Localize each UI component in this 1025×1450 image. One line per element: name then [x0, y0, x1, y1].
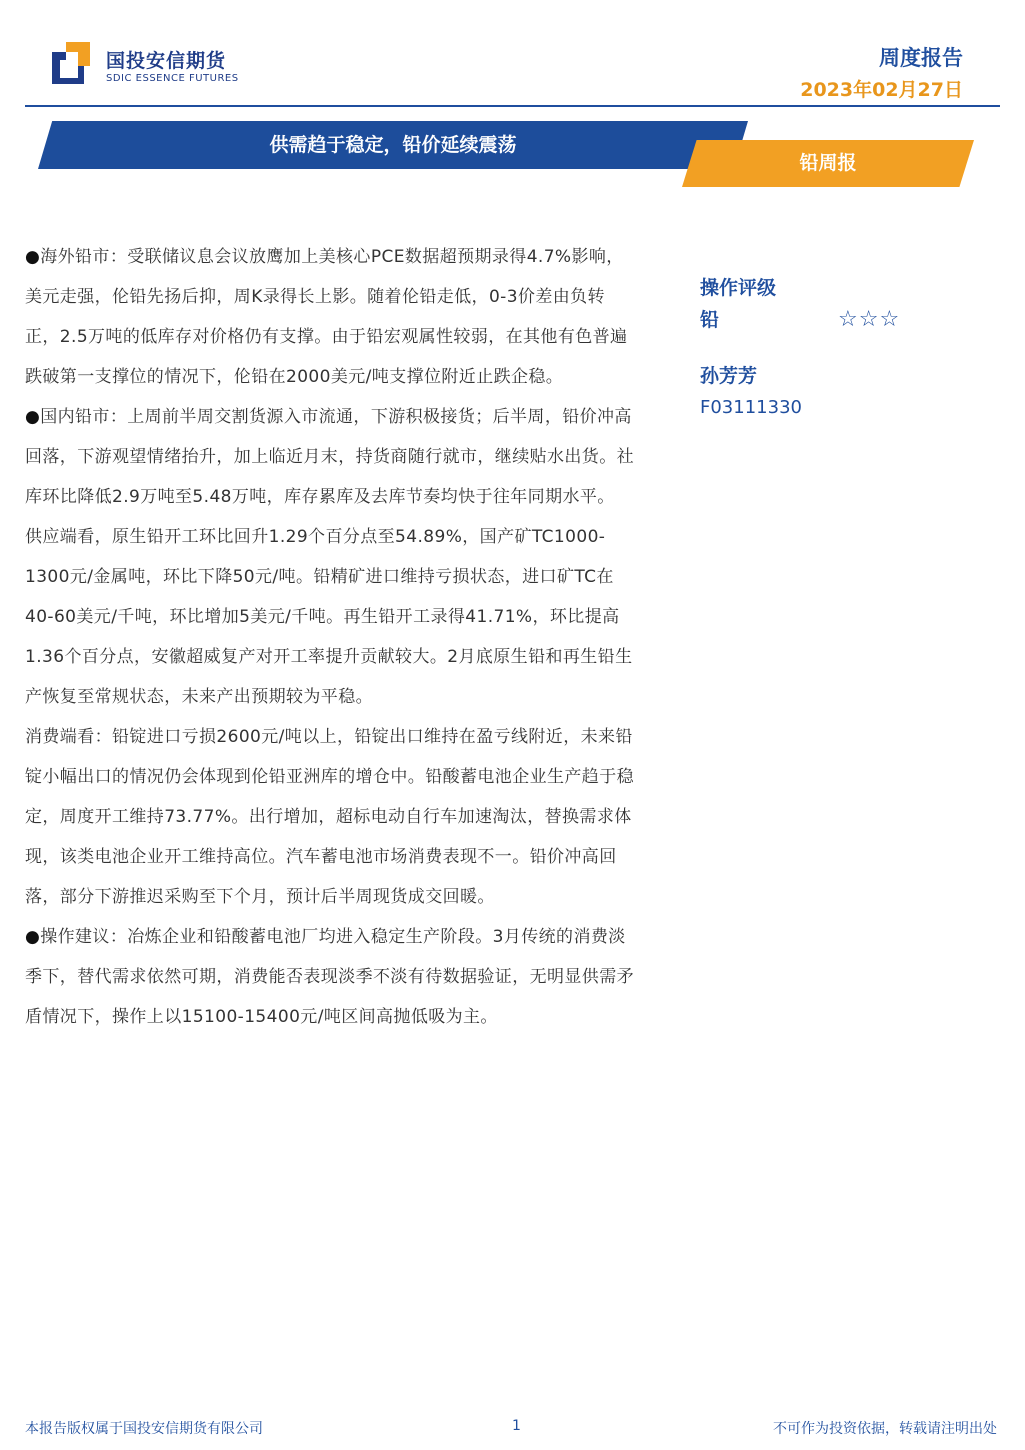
paragraph-supply: [25, 517, 637, 717]
rating-label: 操作评级: [700, 277, 777, 299]
report-date: 2023年02月27日: [800, 79, 963, 101]
report-category: 铅周报: [799, 152, 857, 174]
logo-icon: [52, 42, 96, 86]
logo-english-name: SDIC ESSENCE FUTURES: [106, 73, 239, 84]
footer-copyright: 本报告版权属于国投安信期货有限公司: [25, 1421, 263, 1437]
report-body: [25, 237, 637, 1037]
sidebar: [700, 272, 930, 424]
paragraph-consumption: [25, 717, 637, 917]
report-title: 供需趋于稳定，铅价延续震荡: [269, 134, 517, 156]
report-type: 周度报告: [879, 46, 963, 70]
paragraph-text: 国内铅市：上周前半周交割货源入市流通，下游积极接货；后半周，铅价冲高回落，下游观望情绪抬升，加上临近月末，持货商随行就市，继续贴水出货。社库环比降低2.9万吨至5.48万吨，库存累库及去库节奏均快于往年同期水平。: [25, 407, 634, 507]
page-number: 1: [512, 1418, 521, 1434]
bullet-icon: ●: [25, 407, 41, 427]
company-logo: [52, 40, 252, 90]
star-rating-icon: ☆☆☆: [838, 307, 901, 332]
paragraph-text: 供应端看，原生铅开工环比回升1.29个百分点至54.89%，国产矿TC1000-1300元/金属吨，环比下降50元/吨。铅精矿进口维持亏损状态，进口矿TC在40-60美元/千吨，环比增加5美元/千吨。再生铅开工录得41.71%，环比提高1.36个百分点，安徽超威复产对开工率提升贡献较大。2月底原生铅和再生铅生产恢复至常规状态，未来产出预期较为平稳。: [25, 527, 633, 707]
bullet-icon: ●: [25, 247, 41, 267]
paragraph-advice: [25, 917, 637, 1037]
paragraph-domestic-lead: [25, 397, 637, 517]
bullet-icon: ●: [25, 927, 41, 947]
analyst-certificate-number: F03111330: [700, 397, 802, 418]
paragraph-text: 消费端看：铅锭进口亏损2600元/吨以上，铅锭出口维持在盈亏线附近，未来铅锭小幅出口的情况仍会体现到伦铅亚洲库的增仓中。铅酸蓄电池企业生产趋于稳定，周度开工维持73.77%。出行增加，超标电动自行车加速淘汰，替换需求体现，该类电池企业开工维持高位。汽车蓄电池市场消费表现不一。铅价冲高回落，部分下游推迟采购至下个月，预计后半周现货成交回暖。: [25, 727, 634, 907]
rated-metal: 铅: [700, 309, 720, 331]
logo-chinese-name: 国投安信期货: [106, 50, 227, 72]
footer-disclaimer: 不可作为投资依据，转载请注明出处: [773, 1421, 997, 1437]
header-divider: [25, 105, 1000, 107]
rating-row: [700, 304, 930, 338]
paragraph-overseas-lead: [25, 237, 637, 397]
paragraph-text: 操作建议：冶炼企业和铅酸蓄电池厂均进入稳定生产阶段。3月传统的消费淡季下，替代需求依然可期，消费能否表现淡季不淡有待数据验证，无明显供需矛盾情况下，操作上以15100-15400元/吨区间高抛低吸为主。: [25, 927, 634, 1027]
paragraph-text: 海外铅市：受联储议息会议放鹰加上美核心PCE数据超预期录得4.7%影响，美元走强，伦铅先扬后抑，周K录得长上影。随着伦铅走低，0-3价差由负转正，2.5万吨的低库存对价格仍有支撑。由于铅宏观属性较弱，在其他有色普遍跌破第一支撑位的情况下，伦铅在2000美元/吨支撑位附近止跌企稳。: [25, 247, 628, 387]
analyst-name: 孙芳芳: [700, 365, 758, 387]
